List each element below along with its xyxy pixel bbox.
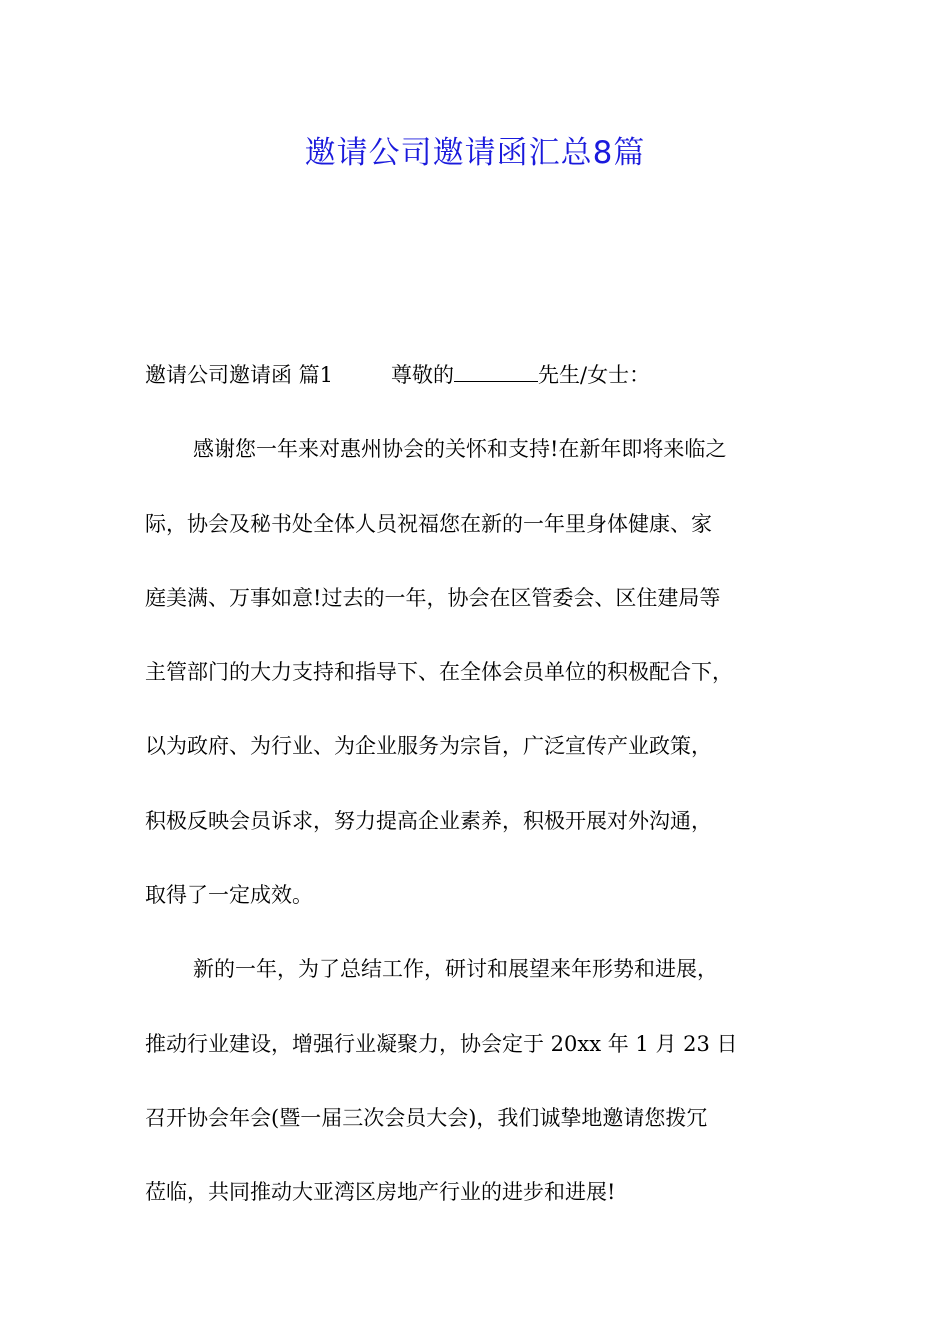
paragraph1-line: 际，协会及秘书处全体人员祝福您在新的一年里身体健康、家: [145, 511, 712, 536]
paragraph2-line: 莅临，共同推动大亚湾区房地产行业的进步和进展!: [145, 1180, 616, 1205]
salutation-prefix: 尊敬的: [391, 363, 455, 387]
heading-line: [145, 338, 835, 412]
paragraph1-line: 庭美满、万事如意!过去的一年，协会在区管委会、区住建局等: [145, 585, 721, 610]
paragraph1-line: 以为政府、为行业、为企业服务为宗旨，广泛宣传产业政策，: [145, 734, 712, 759]
document-title: 邀请公司邀请函汇总8篇: [304, 135, 646, 171]
paragraph2-line: 推动行业建设，增强行业凝聚力，协会定于 20xx 年 1 月 23 日: [145, 1031, 738, 1056]
paragraph1-line: 积极反映会员诉求，努力提高企业素养，积极开展对外沟通，: [145, 808, 712, 833]
paragraph1-line: 主管部门的大力支持和指导下、在全体会员单位的积极配合下，: [145, 660, 733, 685]
part-label: 邀请公司邀请函 篇1: [145, 363, 334, 387]
document-body: [145, 338, 835, 1230]
paragraph2-line: 新的一年，为了总结工作，研讨和展望来年形势和进展，: [193, 957, 718, 982]
paragraph1-line: 取得了一定成效。: [145, 883, 313, 908]
name-blank-line: [454, 367, 538, 382]
paragraph2-line: 召开协会年会(暨一届三次会员大会)，我们诚挚地邀请您拨冗: [145, 1105, 708, 1130]
salutation-suffix: 先生/女士：: [538, 363, 651, 387]
paragraph1-line: 感谢您一年来对惠州协会的关怀和支持!在新年即将来临之: [193, 437, 727, 462]
